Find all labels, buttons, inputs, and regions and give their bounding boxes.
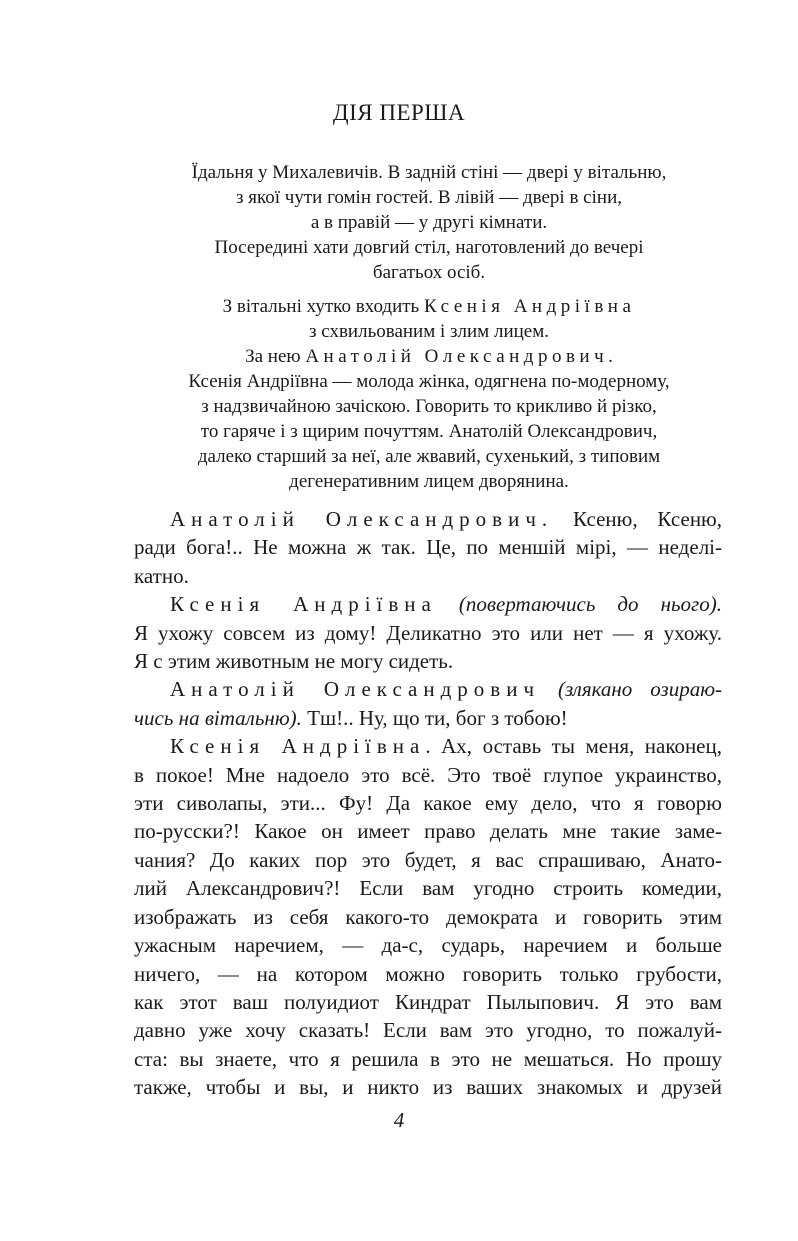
act-heading: ДІЯ ПЕРША xyxy=(332,100,466,125)
stage-line: дегенеративним лицем дворянина. xyxy=(289,471,569,492)
stage-line: то гаряче і з щирим почуттям. Анатолій Олександрович, xyxy=(200,421,658,442)
dialogue-line: Я с этим животным не могу сидеть. xyxy=(134,649,454,674)
stage-line: а в правій — у другі кімнати. xyxy=(310,212,548,233)
speaker-name: Ксенія Андріївна xyxy=(170,592,437,617)
dialogue-line: в покое! Мне надоело это всё. Это твоё глупое украинство, xyxy=(134,762,722,787)
stage-text: . xyxy=(608,346,613,367)
dialogue-line: ужасным наречием, — да-с, сударь, наречием и больше xyxy=(134,933,722,958)
stage-line: Ксенія Андріївна — молода жінка, одягнена по-модерному, xyxy=(188,371,670,392)
dialogue-line: изображать из себя какого-то демократа и говорить этим xyxy=(134,904,722,929)
replica-text: . Ах, оставь ты меня, наконец, xyxy=(425,734,722,759)
character-name: Ксенія Андріївна xyxy=(423,296,636,317)
page-number: 4 xyxy=(393,1108,405,1132)
speaker-name: Анатолій Олександрович xyxy=(170,677,541,702)
dialogue-line: ста: вы знаете, что я решила в это не мешаться. Но прошу xyxy=(134,1046,722,1071)
replica-text: Ксеню, Ксеню, xyxy=(553,507,722,531)
dialogue-line xyxy=(134,732,722,760)
dialogue-line: Я ухожу совсем из дому! Деликатно это или нет — я ухожу. xyxy=(134,620,722,645)
dialogue-line: ничего, — на котором можно говорить только грубости, xyxy=(134,961,722,986)
dialogue-line xyxy=(134,675,722,703)
dialogue-line: ради бога!.. Не можна ж так. Це, по меншій мірі, — неделі- xyxy=(134,535,722,560)
dialogue-line: эти сиволапы, эти... Фу! Да какое ему дело, что я говорю xyxy=(134,791,722,816)
stage-line: Посередині хати довгий стіл, наготовлений до вечері xyxy=(214,237,644,258)
dialogue-line: катно. xyxy=(134,563,189,588)
speaker-name: Ксенія Андріївна xyxy=(170,734,426,759)
character-name: Анатолій Олександрович xyxy=(305,346,609,367)
stage-text: З вітальні хутко входить xyxy=(222,296,424,317)
dialogue-line: также, чтобы и вы, и никто из ваших знакомых и друзей xyxy=(134,1075,722,1100)
dialogue xyxy=(134,505,722,1102)
stage-line: з якої чути гомін гостей. В лівій — двері в сіни, xyxy=(236,187,622,208)
replica-text: Тш!.. Ну, що ти, бог з тобою! xyxy=(301,705,568,730)
stage-text: За нею xyxy=(245,346,306,367)
stage-line: багатьох осіб. xyxy=(372,262,486,283)
dialogue-line: давно уже хочу сказать! Если вам это угодно, то пожалуй- xyxy=(134,1018,722,1043)
dialogue-line xyxy=(134,590,722,618)
stage-direction-setting xyxy=(100,160,758,285)
stage-line: з надзвичайною зачіскою. Говорить то крикливо й різко, xyxy=(201,396,657,417)
speaker-name: Анатолій Олександрович. xyxy=(170,507,554,531)
dialogue-line: как этот ваш полуидиот Киндрат Пылыпович. Я это вам xyxy=(134,989,722,1014)
stage-remark: (повертаючись до нього). xyxy=(436,592,722,617)
stage-line: Їдальня у Михалевичів. В задній стіні — двері у вітальню, xyxy=(191,162,667,183)
dialogue-line xyxy=(134,505,722,533)
stage-line: з схвильованим і злим лицем. xyxy=(309,321,549,342)
dialogue-line: чания? До каких пор это будет, я вас спрашиваю, Анато- xyxy=(134,847,722,872)
stage-remark: чись на вітальню). xyxy=(134,705,302,730)
stage-remark: (злякано озираю- xyxy=(540,677,723,702)
dialogue-line: по-русски?! Какое он имеет право делать мне такие заме- xyxy=(134,819,722,844)
dialogue-line xyxy=(134,704,722,732)
stage-direction-entrance xyxy=(100,294,758,494)
stage-line: далеко старший за неї, але жвавий, сухенький, з типовим xyxy=(197,446,661,467)
dialogue-line: лий Александрович?! Если вам угодно строить комедии, xyxy=(134,876,722,901)
